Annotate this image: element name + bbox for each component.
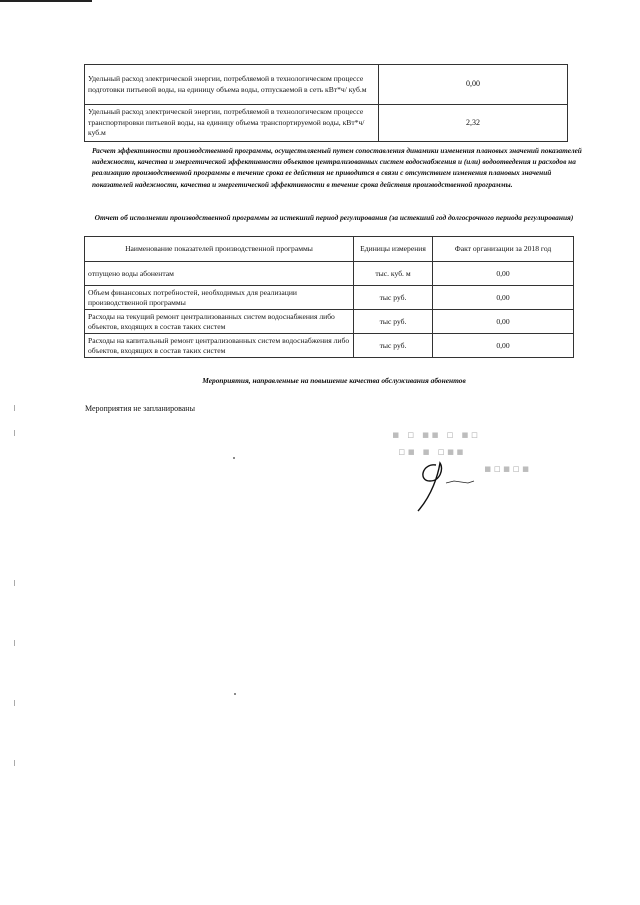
edge-mark: [14, 405, 15, 411]
row-indicator: Объем финансовых потребностей, необходимых для реализации производственной программы: [85, 286, 354, 310]
row-indicator: Расходы на текущий ремонт централизованных систем водоснабжения либо объектов, входящих в состав таких систем: [85, 310, 354, 334]
row-value: 0,00: [433, 286, 574, 310]
speck: [233, 457, 235, 459]
table-row: [85, 310, 574, 334]
table-row: [85, 65, 568, 105]
column-header-fact: Факт организации за 2018 год: [433, 237, 574, 262]
measures-title: Мероприятия, направленные на повышение качества обслуживания абонентов: [202, 376, 466, 385]
row-value: 0,00: [433, 310, 574, 334]
efficiency-paragraph: Расчет эффективности производственной программы, осуществляемый путем сопоставления динамики изменения плановых значений показателей надежности, качества и энергетической эффективности объектов централизованных систем водоснабжения и (или) водоотведения и расходов на реализацию производственной программы в течение срока ее действия не приводится в связи с отсутствием изменения плановых значений показателей надежности, качества и энергетической эффективности в течение срока действия производственной программы.: [92, 146, 582, 189]
row-indicator: Расходы на капитальный ремонт централизованных систем водоснабжения либо объектов, входящих в состав таких систем: [85, 334, 354, 358]
signature-image: [410, 455, 500, 515]
table-row: [85, 334, 574, 358]
report-table: [84, 236, 574, 358]
indicator-value: 2,32: [379, 105, 568, 142]
row-unit: тыс. куб. м: [354, 262, 433, 286]
top-rule: [0, 0, 92, 2]
edge-mark: [14, 700, 15, 706]
row-unit: тыс руб.: [354, 286, 433, 310]
row-value: 0,00: [433, 262, 574, 286]
indicator-label: Удельный расход электрической энергии, потребляемой в технологическом процессе подготовки питьевой воды, на единицу объема воды, отпускаемой в сеть кВт*ч/ куб.м: [85, 65, 379, 105]
edge-mark: [14, 580, 15, 586]
table-header-row: [85, 237, 574, 262]
indicator-label: Удельный расход электрической энергии, потребляемой в технологическом процессе транспортировки питьевой воды, на единицу объема транспортируемой воды, кВт*ч/ куб.м: [85, 105, 379, 142]
edge-mark: [14, 760, 15, 766]
energy-indicators-table: [84, 64, 568, 142]
column-header-indicator: Наименование показателей производственной программы: [85, 237, 354, 262]
measures-text: Мероприятия не запланированы: [85, 404, 195, 413]
stamp-remnant: ▪▫▪▫▪: [484, 462, 532, 475]
speck: [234, 693, 236, 695]
edge-mark: [14, 640, 15, 646]
column-header-unit: Единицы измерения: [354, 237, 433, 262]
indicator-value: 0,00: [379, 65, 568, 105]
edge-mark: [14, 430, 15, 436]
table-row: [85, 286, 574, 310]
row-unit: тыс руб.: [354, 334, 433, 358]
stamp-remnant: ▪ ▫ ▪▪ ▫ ▪▫: [392, 428, 481, 441]
table-row: [85, 105, 568, 142]
row-value: 0,00: [433, 334, 574, 358]
row-indicator: отпущено воды абонентам: [85, 262, 354, 286]
report-title: Отчет об исполнении производственной программы за истекший период регулирования (за истекший год долгосрочного периода регулирования): [94, 213, 574, 222]
stamp-remnant: ▫▪ ▪ ▫▪▪: [398, 445, 466, 458]
table-row: [85, 262, 574, 286]
row-unit: тыс руб.: [354, 310, 433, 334]
